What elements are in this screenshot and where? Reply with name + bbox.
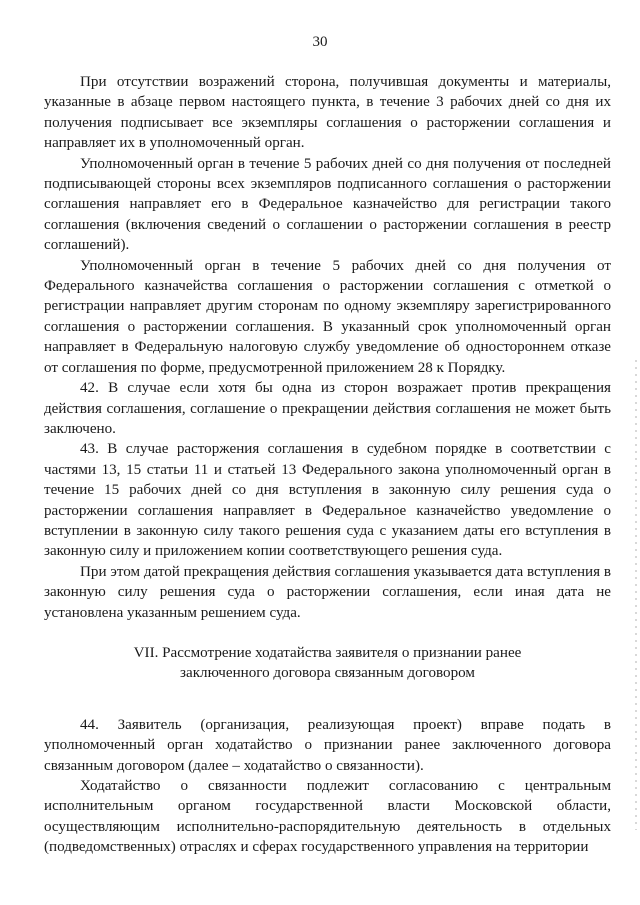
margin-scan-mark (635, 360, 637, 830)
paragraph: При этом датой прекращения действия соглашения указывается дата вступления в законную силу решения суда о расторжении соглашения, если иная дата не установлена указанным решением суда. (44, 563, 611, 621)
paragraph: Уполномоченный орган в течение 5 рабочих дней со дня получения от последней подписывающей стороны всех экземпляров подписанного соглашения о расторжении соглашения направляет его в Федеральное казначейство для регистрации такого соглашения (включения сведений о соглашении о расторжении соглашения в реестр соглашений). (44, 155, 611, 254)
page-number: 30 (312, 34, 328, 50)
document-body (44, 72, 611, 858)
paragraph: При отсутствии возражений сторона, получившая документы и материалы, указанные в абзаце первом настоящего пункта, в течение 3 рабочих дней со дня их получения подписывает все экземпляры соглашения о расторжении соглашения и направляет их в уполномоченный орган. (44, 74, 611, 152)
paragraph-clause-42: 42. В случае если хотя бы одна из сторон возражает против прекращения действия соглашения, соглашение о прекращении действия соглашения не может быть заключено. (44, 380, 611, 437)
section-heading (44, 643, 611, 684)
paragraph: Уполномоченный орган в течение 5 рабочих дней со дня получения от Федерального казначейства соглашения о расторжении соглашения с отметкой о регистрации направляет другим сторонам по одному экземпляру зарегистрированного соглашения о расторжении соглашения. В указанный срок уполномоченный орган направляет в Федеральную налоговую службу уведомление об одностороннем отказе от соглашения по форме, предусмотренной приложением 28 к Порядку. (44, 257, 611, 376)
section-heading-line-1: VII. Рассмотрение ходатайства заявителя о признании ранее (133, 644, 522, 661)
paragraph-clause-44: 44. Заявитель (организация, реализующая проект) вправе подать в уполномоченный орган ходатайство о признании ранее заключенного договора связанным договором (далее – ходатайство о связанности). (44, 716, 611, 774)
section-heading-line-2: заключенного договора связанным договором (180, 665, 475, 682)
paragraph-clause-43: 43. В случае расторжения соглашения в судебном порядке в соответствии с частями 13, 15 статьи 11 и статьей 13 Федерального закона уполномоченный орган в течение 15 рабочих дней со дня вступления в законную силу решения суда о расторжении соглашения направляет в Федеральное казначейство уведомление о вступлении в законную силу такого решения суда с указанием даты его вступления в законную силу и приложением копии соответствующего решения суда. (44, 441, 611, 560)
paragraph: Ходатайство о связанности подлежит согласованию с центральным исполнительным органом государственной власти Московской области, осуществляющим исполнительно-распорядительную деятельность в отдельных (подведомственных) отраслях и сферах государственного управления на территории (44, 778, 611, 856)
